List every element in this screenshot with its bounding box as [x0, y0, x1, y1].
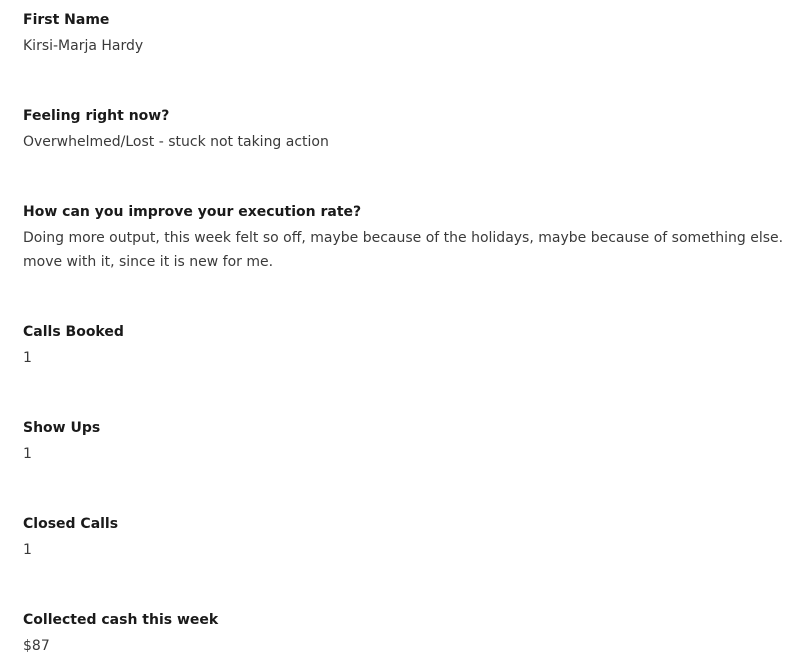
field-value: Overwhelmed/Lost - stuck not taking action	[23, 134, 329, 150]
field-label: Show Ups	[23, 420, 101, 436]
field-label: Closed Calls	[23, 516, 119, 532]
field-label: Feeling right now?	[23, 108, 170, 124]
field-value: $87	[23, 638, 50, 654]
field-improve-execution-rate	[23, 202, 789, 274]
field-label: First Name	[23, 12, 110, 28]
field-value-line-2: move with it, since it is new for me.	[23, 254, 274, 270]
field-value: Doing more output, this week felt so off, maybe because of the holidays, maybe because of something else.	[23, 230, 784, 246]
field-collected-cash	[23, 610, 789, 658]
field-show-ups	[23, 418, 789, 466]
field-value: 1	[23, 446, 32, 462]
field-calls-booked	[23, 322, 789, 370]
field-closed-calls	[23, 514, 789, 562]
field-value: Kirsi-Marja Hardy	[23, 38, 144, 54]
field-feeling-right-now	[23, 106, 789, 154]
field-value: 1	[23, 542, 32, 558]
field-value: 1	[23, 350, 32, 366]
field-label: Collected cash this week	[23, 612, 219, 628]
field-label: How can you improve your execution rate?	[23, 204, 362, 220]
field-first-name	[23, 10, 789, 58]
field-label: Calls Booked	[23, 324, 124, 340]
